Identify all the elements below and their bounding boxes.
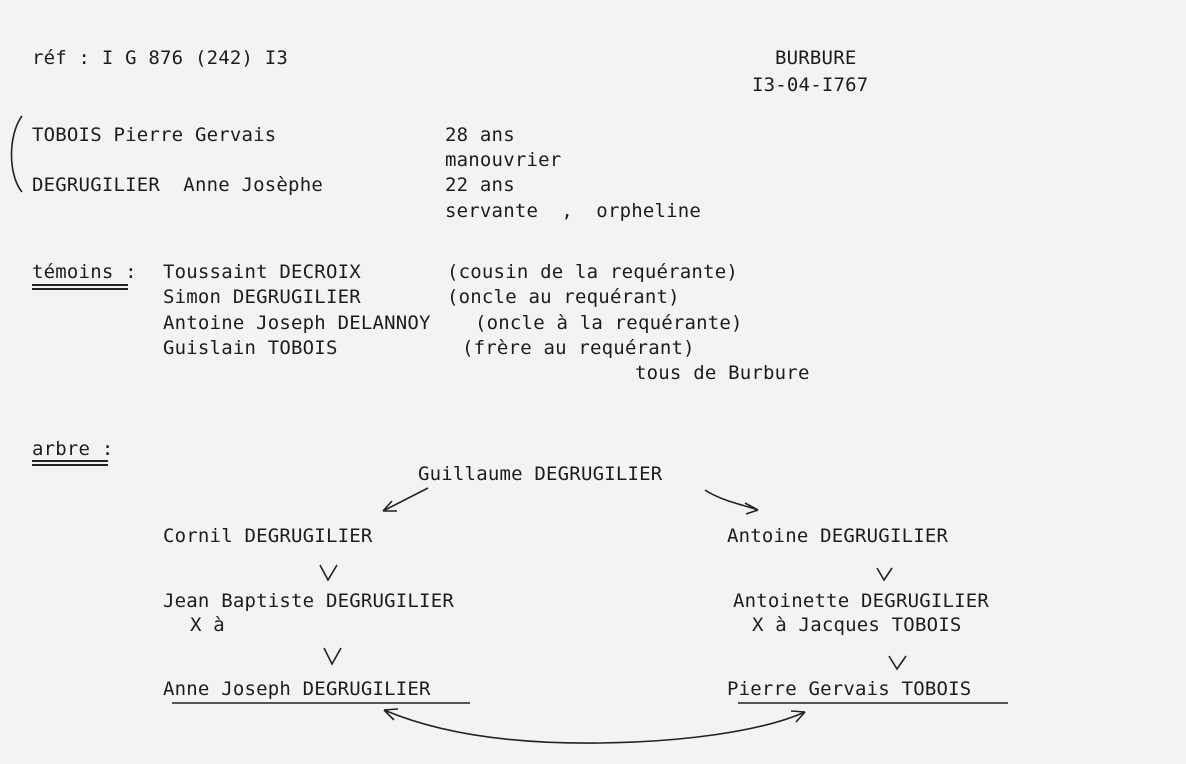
tree-right-2: Antoinette DEGRUGILIER bbox=[733, 590, 990, 612]
witness-3-relation: (oncle à la requérante) bbox=[475, 312, 743, 334]
bride-name: DEGRUGILIER Anne Josèphe bbox=[32, 174, 323, 196]
root-to-left-arrow bbox=[383, 488, 428, 511]
reference: réf : I G 876 (242) I3 bbox=[32, 47, 289, 69]
tree-right-3: Pierre Gervais TOBOIS bbox=[727, 678, 972, 700]
groom-occupation: manouvrier bbox=[445, 149, 562, 171]
tree-label: arbre : bbox=[32, 438, 114, 460]
witness-3-name: Antoine Joseph DELANNOY bbox=[163, 312, 431, 334]
witness-4-name: Guislain TOBOIS bbox=[163, 337, 338, 359]
tree-left-3: Anne Joseph DEGRUGILIER bbox=[163, 678, 431, 700]
tree-right-1: Antoine DEGRUGILIER bbox=[727, 525, 949, 547]
witness-2-relation: (oncle au requérant) bbox=[447, 286, 680, 308]
witnesses-note: tous de Burbure bbox=[635, 362, 810, 384]
left-arrow-1 bbox=[320, 565, 337, 580]
witness-1-name: Toussaint DECROIX bbox=[163, 261, 361, 283]
right-arrow-2 bbox=[889, 656, 906, 669]
groom-age: 28 ans bbox=[445, 124, 515, 146]
bride-occupation: servante , orpheline bbox=[445, 200, 702, 222]
tree-left-1: Cornil DEGRUGILIER bbox=[163, 525, 373, 547]
place: BURBURE bbox=[775, 47, 857, 69]
bride-age: 22 ans bbox=[445, 174, 515, 196]
marriage-link-arrow bbox=[384, 710, 805, 743]
tree-left-marriage: X à bbox=[190, 614, 225, 636]
groom-name: TOBOIS Pierre Gervais bbox=[32, 124, 277, 146]
tree-right-marriage: X à Jacques TOBOIS bbox=[752, 614, 962, 636]
root-to-right-arrow bbox=[705, 490, 758, 514]
witness-1-relation: (cousin de la requérante) bbox=[447, 261, 738, 283]
date: I3-04-I767 bbox=[752, 74, 869, 96]
right-arrow-1 bbox=[877, 568, 892, 580]
left-arrow-2 bbox=[324, 648, 341, 664]
witness-2-name: Simon DEGRUGILIER bbox=[163, 286, 361, 308]
spouse-brace bbox=[12, 116, 23, 192]
witnesses-label: témoins : bbox=[32, 261, 137, 283]
witness-4-relation: (frère au requérant) bbox=[462, 337, 695, 359]
tree-root: Guillaume DEGRUGILIER bbox=[418, 463, 663, 485]
tree-left-2: Jean Baptiste DEGRUGILIER bbox=[163, 590, 454, 612]
